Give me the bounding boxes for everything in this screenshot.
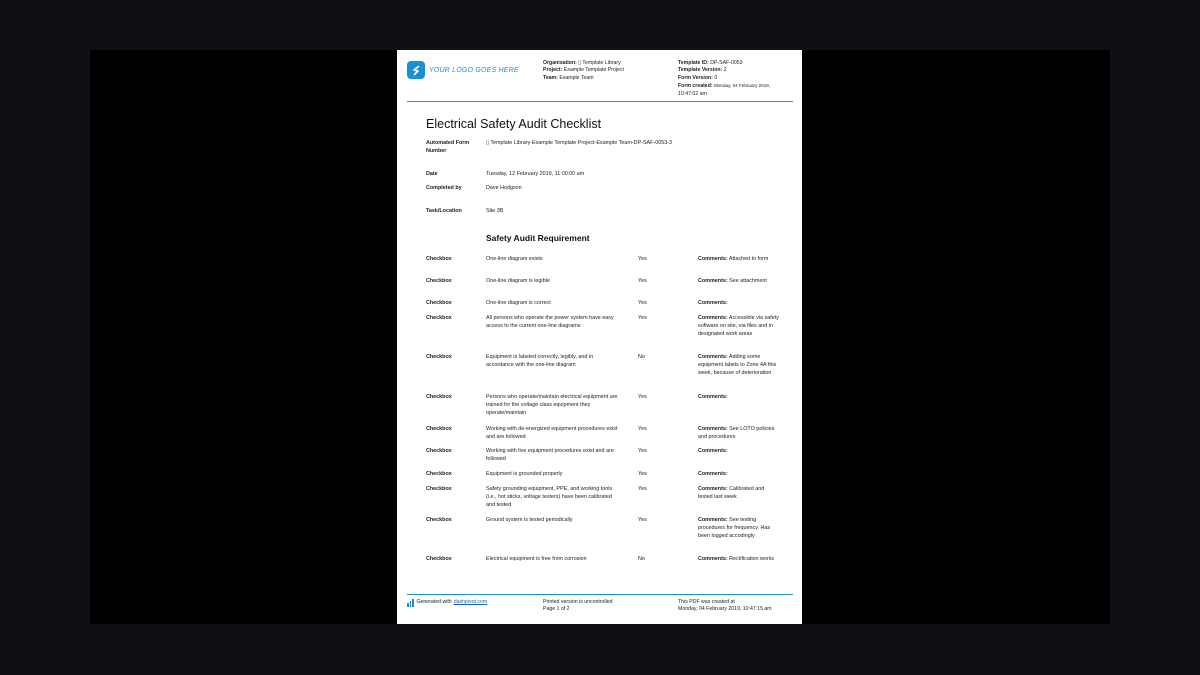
field-label: Task/Location <box>426 208 462 214</box>
row-comment <box>698 425 780 441</box>
field-label: Date <box>426 171 438 177</box>
row-answer: Yes <box>638 394 647 400</box>
comment-text: See testing procedures for frequency. Has been logged accodingly <box>698 517 771 540</box>
row-answer: No <box>638 354 645 360</box>
row-comment <box>698 516 780 541</box>
row-answer: Yes <box>638 486 647 492</box>
footer-print-info <box>543 599 613 614</box>
footer-divider <box>407 594 793 595</box>
comments-label: Comments: <box>698 517 728 523</box>
row-type: Checkbox <box>426 426 452 432</box>
pdf-created-label: This PDF was created at <box>678 599 735 605</box>
row-answer: Yes <box>638 315 647 321</box>
org-value: ▯ Template Library <box>578 60 621 66</box>
row-item: Working with de-energized equipment procedures exist and are followed <box>486 426 618 441</box>
row-answer: Yes <box>638 448 647 454</box>
form-created-label: Form created: <box>678 83 713 90</box>
template-version-value: 2 <box>723 67 727 74</box>
comment-text: See LOTO policies and procedures <box>698 426 775 441</box>
logo <box>407 61 519 79</box>
row-comment <box>698 485 780 501</box>
field-label: Automated Form Number <box>426 140 470 154</box>
row-item: Safety grounding equipment, PPE, and working tools (i.e., hot sticks, voltage testers) have been calibrated and tested <box>486 486 613 509</box>
comment-text: Rectification works <box>729 556 775 562</box>
team-label: Team: <box>543 74 558 81</box>
section-title: Safety Audit Requirement <box>486 233 590 243</box>
page-title: Electrical Safety Audit Checklist <box>426 117 602 131</box>
footer-generated <box>407 599 487 607</box>
comments-label: Comments: <box>698 486 728 492</box>
comments-label: Comments: <box>698 300 728 306</box>
footer-created-info <box>678 599 772 614</box>
bar-chart-icon <box>407 599 414 607</box>
row-comment <box>698 277 780 285</box>
comment-text: Adding some equipment labels to Zone 4A this week, because of deterioration <box>698 354 777 377</box>
row-item: Working with live equipment procedures exist and are followed <box>486 448 614 463</box>
comments-label: Comments: <box>698 556 728 562</box>
team-value: Example Team <box>559 74 594 81</box>
generated-text: Generated with <box>416 599 452 606</box>
comment-text: Accessible via safety software on site, via files and in designated work areas <box>698 315 779 338</box>
row-item: Ground system is tested periodically <box>486 517 573 523</box>
row-comment <box>698 470 780 478</box>
row-answer: Yes <box>638 426 647 432</box>
comment-text: Calibrated and tested last week <box>698 486 765 501</box>
row-type: Checkbox <box>426 471 452 477</box>
row-item: All persons who operate the power system have easy access to the current one-line diagrams <box>486 315 614 330</box>
row-comment <box>698 393 780 401</box>
comments-label: Comments: <box>698 394 728 400</box>
dashpivot-link[interactable]: dashpivot.com <box>453 599 488 606</box>
row-comment <box>698 255 780 263</box>
printed-text: Printed version is uncontrolled <box>543 599 613 605</box>
page-number: Page 1 of 2 <box>543 606 570 613</box>
comments-label: Comments: <box>698 354 728 360</box>
project-label: Project: <box>543 67 563 74</box>
comments-label: Comments: <box>698 315 728 321</box>
header-divider <box>407 101 793 102</box>
row-comment <box>698 447 780 455</box>
comments-label: Comments: <box>698 426 728 432</box>
row-comment <box>698 353 780 378</box>
field-value: Site 3B <box>486 208 504 214</box>
form-version-label: Form Version: <box>678 74 713 81</box>
row-item: One-line diagram exists <box>486 256 543 262</box>
template-id-label: Template ID: <box>678 60 709 66</box>
row-item: Equipment is grounded properly <box>486 471 563 477</box>
row-answer: Yes <box>638 300 647 306</box>
logo-icon <box>407 61 425 79</box>
form-created-value: Monday, 04 February 2019, <box>714 83 771 89</box>
pdf-created-value: Monday, 04 February 2019, 10:47:15 am <box>678 606 772 613</box>
row-type: Checkbox <box>426 394 452 400</box>
row-type: Checkbox <box>426 315 452 321</box>
comment-text: See attachment <box>729 278 767 284</box>
comments-label: Comments: <box>698 448 728 454</box>
row-answer: Yes <box>638 256 647 262</box>
field-value: ▯ Template Library-Example Template Project-Example Team-DP-SAF-0053-3 <box>486 140 673 146</box>
logo-text: YOUR LOGO GOES HERE <box>429 66 519 74</box>
document-page <box>397 50 802 624</box>
org-label: Organisation: <box>543 60 577 66</box>
comment-text: Attached to form <box>728 256 769 262</box>
row-type: Checkbox <box>426 354 452 360</box>
template-id-value: DP-SAF-0053 <box>710 60 743 66</box>
field-value: Dave Hodgson <box>486 185 522 191</box>
comments-label: Comments: <box>698 256 728 262</box>
field-value: Tuesday, 12 February 2019, 11:00:00 am <box>486 171 585 177</box>
row-type: Checkbox <box>426 448 452 454</box>
row-comment <box>698 314 780 339</box>
field-label: Completed by <box>426 185 462 191</box>
row-item: One-line diagram is correct <box>486 300 551 306</box>
form-created-time: 10:47:02 am <box>678 90 707 97</box>
template-version-label: Template Version: <box>678 67 723 74</box>
row-type: Checkbox <box>426 300 452 306</box>
header-template-info <box>678 60 796 98</box>
row-type: Checkbox <box>426 256 452 262</box>
row-answer: Yes <box>638 471 647 477</box>
row-answer: Yes <box>638 278 647 284</box>
row-type: Checkbox <box>426 486 452 492</box>
row-type: Checkbox <box>426 278 452 284</box>
row-answer: Yes <box>638 517 647 523</box>
header-org-info <box>543 60 668 82</box>
row-type: Checkbox <box>426 556 452 562</box>
row-item: Equipment is labeled correctly, legibly, and in accordance with the one-line diagram <box>486 354 594 369</box>
row-item: Persons who operate/maintain electrical equipment are trained for the voltage class equipment they operate/maintain <box>486 394 618 417</box>
row-answer: No <box>638 556 645 562</box>
page-header <box>397 50 802 102</box>
form-version-value: 0 <box>714 74 718 81</box>
row-item: One-line diagram is legible <box>486 278 550 284</box>
row-comment <box>698 555 780 563</box>
comments-label: Comments: <box>698 471 728 477</box>
row-type: Checkbox <box>426 517 452 523</box>
comments-label: Comments: <box>698 278 728 284</box>
row-item: Electrical equipment is free from corrosion <box>486 556 587 562</box>
row-comment <box>698 299 780 307</box>
project-value: Example Template Project <box>563 67 624 74</box>
